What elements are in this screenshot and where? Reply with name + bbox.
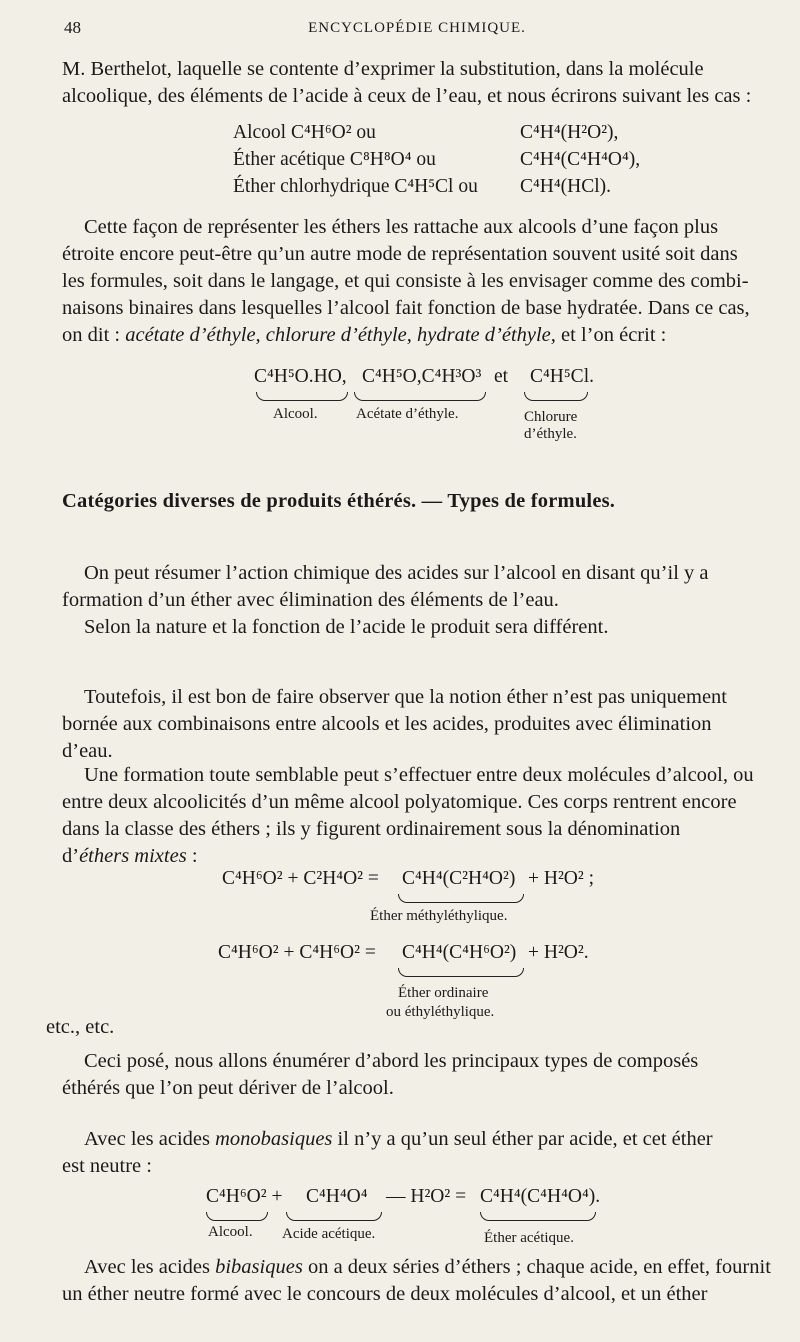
formula-alcohol: C⁴H⁵O.HO, xyxy=(254,366,347,387)
text-line: d’éthers mixtes : xyxy=(62,845,198,867)
text-line: d’eau. xyxy=(62,740,113,762)
text-line: Cette façon de représenter les éthers les rattache aux alcools d’une façon plus xyxy=(84,216,719,238)
formula-name: Éther acétique C⁸H⁸O⁴ ou xyxy=(233,149,436,170)
paragraph-5 xyxy=(62,684,776,765)
text-line: Avec les acides monobasiques il n’y a qu’un seul éther par acide, et cet éther xyxy=(84,1128,713,1150)
underbrace xyxy=(524,392,588,401)
paragraph-7 xyxy=(62,1048,776,1102)
equation-product: C⁴H⁴(C²H⁴O²) xyxy=(402,868,516,889)
paragraph-3 xyxy=(62,560,776,641)
etc-text: etc., etc. xyxy=(46,1016,115,1038)
label-chloride: Chlorure xyxy=(524,409,578,425)
underbrace xyxy=(286,1212,382,1221)
equation-lhs: C⁴H⁶O² + C²H⁴O² = xyxy=(222,868,379,889)
formula: C⁴H⁴(H²O²), xyxy=(520,122,619,143)
text-line: On peut résumer l’action chimique des acides sur l’alcool en disant qu’il y a xyxy=(84,562,709,584)
label-alcohol: Alcool. xyxy=(273,406,318,422)
text-line: M. Berthelot, laquelle se contente d’exprimer la substitution, dans la molécule xyxy=(62,58,704,80)
text-line: est neutre : xyxy=(62,1155,152,1177)
paragraph-8 xyxy=(62,1126,776,1180)
paragraph-2 xyxy=(62,214,776,349)
paragraph-9 xyxy=(62,1254,776,1308)
text-line: dans la classe des éthers ; ils y figurent ordinairement sous la dénomination xyxy=(62,818,681,840)
text-line: on dit : acétate d’éthyle, chlorure d’éthyle, hydrate d’éthyle, et l’on écrit : xyxy=(62,324,667,346)
text-line: étroite encore peut-être qu’un autre mode de représentation souvent usité soit dans xyxy=(62,243,738,265)
italic-term: éthers mixtes xyxy=(79,845,187,867)
text-line: bornée aux combinaisons entre alcools et les acides, produites avec élimination xyxy=(62,713,712,735)
label-product: Éther ordinaire xyxy=(398,985,489,1001)
label-chloride: d’éthyle. xyxy=(524,426,577,442)
text-line: les formules, soit dans le langage, et qui consiste à les envisager comme des combi- xyxy=(62,270,749,292)
text-line: naisons binaires dans lesquelles l’alcool fait fonction de base hydratée. Dans ce cas, xyxy=(62,297,750,319)
text-line: Ceci posé, nous allons énumérer d’abord les principaux types de composés xyxy=(84,1050,699,1072)
formula-name: Éther chlorhydrique C⁴H⁵Cl ou xyxy=(233,176,478,197)
equation-rest: + H²O² ; xyxy=(528,868,595,889)
conjunction: et xyxy=(494,366,509,387)
equation-term: C⁴H⁶O² + xyxy=(206,1186,283,1207)
section-title: Catégories diverses de produits éthérés. — Types de formules. xyxy=(62,490,616,512)
text-line: Une formation toute semblable peut s’effectuer entre deux molécules d’alcool, ou xyxy=(84,764,754,786)
italic-term: monobasiques xyxy=(215,1128,333,1150)
page-number: 48 xyxy=(64,18,81,37)
equation-product: C⁴H⁴(C⁴H⁶O²) xyxy=(402,942,517,963)
running-title: ENCYCLOPÉDIE CHIMIQUE. xyxy=(308,20,526,36)
italic-term: bibasiques xyxy=(215,1256,303,1278)
text-line: Selon la nature et la fonction de l’acide le produit sera différent. xyxy=(84,616,609,638)
paragraph-6 xyxy=(62,762,776,870)
equation-term: C⁴H⁴O⁴ xyxy=(306,1186,368,1207)
text-line: éthérés que l’on peut dériver de l’alcool. xyxy=(62,1077,394,1099)
formula: C⁴H⁴(C⁴H⁴O⁴), xyxy=(520,149,641,170)
label-product: ou éthyléthylique. xyxy=(386,1004,495,1020)
formula-name: Alcool C⁴H⁶O² ou xyxy=(233,122,376,143)
formula-acetate: C⁴H⁵O,C⁴H³O³ xyxy=(362,366,482,387)
equation-term: — H²O² = xyxy=(386,1186,467,1207)
text-line: Toutefois, il est bon de faire observer que la notion éther n’est pas uniquement xyxy=(84,686,727,708)
underbrace xyxy=(354,392,486,401)
label-acid: Acide acétique. xyxy=(282,1226,376,1242)
label-alcohol: Alcool. xyxy=(208,1224,253,1240)
underbrace xyxy=(256,392,348,401)
equation-lhs: C⁴H⁶O² + C⁴H⁶O² = xyxy=(218,942,376,963)
paragraph-1 xyxy=(62,56,776,110)
label-product: Éther méthyléthylique. xyxy=(370,908,508,924)
equation-rest: + H²O². xyxy=(528,942,589,963)
formula: C⁴H⁴(HCl). xyxy=(520,176,612,197)
text-line: un éther neutre formé avec le concours de deux molécules d’alcool, et un éther xyxy=(62,1283,708,1305)
label-ether: Éther acétique. xyxy=(484,1230,574,1246)
running-header xyxy=(64,18,770,44)
underbrace xyxy=(206,1212,268,1221)
text-line: formation d’un éther avec élimination des éléments de l’eau. xyxy=(62,589,559,611)
italic-terms: acétate d’éthyle, chlorure d’éthyle, hydrate d’éthyle, xyxy=(125,324,556,346)
label-acetate: Acétate d’éthyle. xyxy=(356,406,459,422)
text-line: alcoolique, des éléments de l’acide à ceux de l’eau, et nous écrirons suivant les cas : xyxy=(62,85,752,107)
equation-term: C⁴H⁴(C⁴H⁴O⁴). xyxy=(480,1186,601,1207)
text-line: entre deux alcoolicités d’un même alcool polyatomique. Ces corps rentrent encore xyxy=(62,791,737,813)
underbrace xyxy=(398,894,524,903)
underbrace xyxy=(480,1212,596,1221)
formula-chloride: C⁴H⁵Cl. xyxy=(530,366,594,387)
text-line: Avec les acides bibasiques on a deux séries d’éthers ; chaque acide, en effet, fournit xyxy=(84,1256,771,1278)
underbrace xyxy=(398,968,524,977)
